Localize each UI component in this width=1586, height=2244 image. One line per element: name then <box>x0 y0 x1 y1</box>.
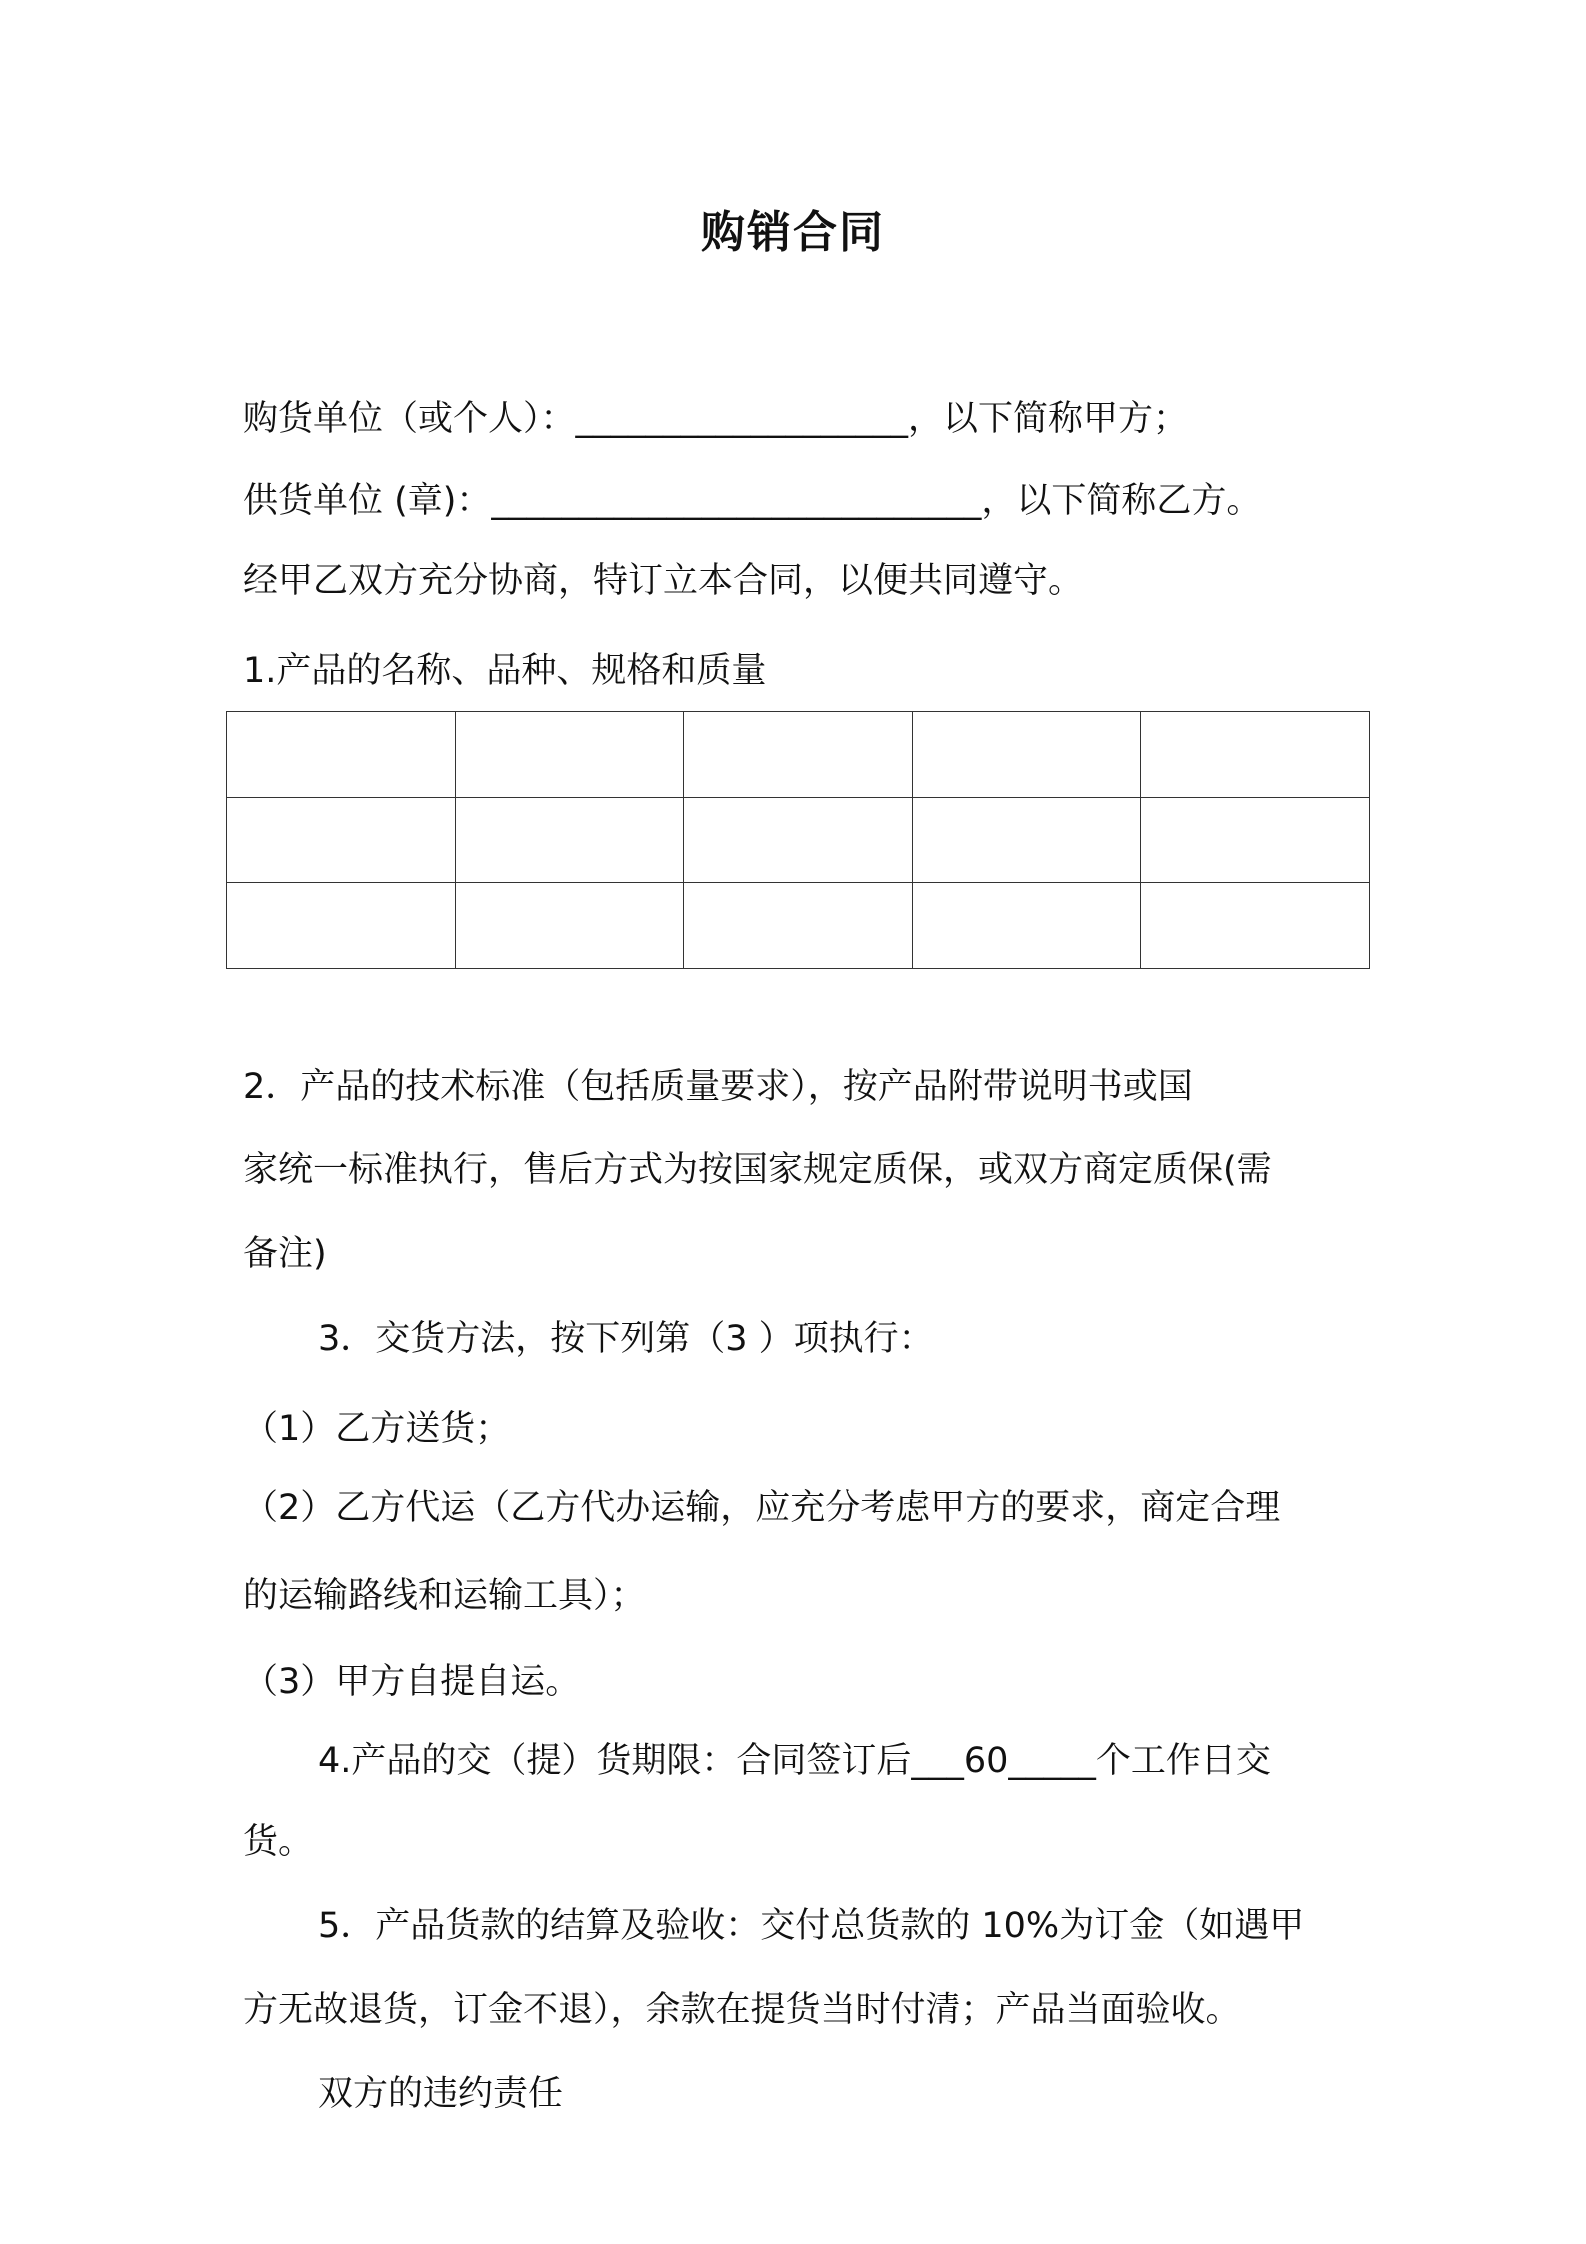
table-cell <box>912 797 1141 883</box>
table-cell <box>227 712 456 798</box>
table-cell <box>455 797 684 883</box>
section4-line-1: 4.产品的交（提）货期限：合同签订后___60_____个工作日交 <box>318 1741 1271 1781</box>
supplier-line: 供货单位 (章)：____________________________，以下简称乙方。 <box>243 481 1262 521</box>
section2-line-2: 家统一标准执行，售后方式为按国家规定质保，或双方商定质保(需 <box>243 1150 1272 1190</box>
table-cell <box>684 712 913 798</box>
agreement-line: 经甲乙双方充分协商，特订立本合同，以便共同遵守。 <box>243 561 1084 601</box>
table-row <box>227 797 1370 883</box>
section4-line-2: 货。 <box>243 1822 314 1862</box>
table-cell <box>1141 797 1370 883</box>
product-spec-table <box>226 711 1370 969</box>
section2-line-1: 2．产品的技术标准（包括质量要求），按产品附带说明书或国 <box>243 1067 1193 1107</box>
table-cell <box>684 797 913 883</box>
table-cell <box>1141 883 1370 969</box>
section3-heading: 3．交货方法，按下列第（3 ）项执行： <box>318 1319 934 1359</box>
document-title: 购销合同 <box>701 207 885 258</box>
section5-line-1: 5．产品货款的结算及验收：交付总货款的 10%为订金（如遇甲 <box>318 1906 1305 1946</box>
section3-option-1: （1）乙方送货； <box>243 1409 511 1449</box>
table-cell <box>912 712 1141 798</box>
section5-line-2: 方无故退货，订金不退），余款在提货当时付清；产品当面验收。 <box>243 1990 1241 2030</box>
table-cell <box>912 883 1141 969</box>
section2-line-3: 备注) <box>243 1234 327 1274</box>
section1-heading: 1.产品的名称、品种、规格和质量 <box>243 651 767 691</box>
section3-option-2-line-1: （2）乙方代运（乙方代办运输，应充分考虑甲方的要求，商定合理 <box>243 1488 1281 1528</box>
table-cell <box>227 883 456 969</box>
buyer-line: 购货单位（或个人）：___________________，以下简称甲方； <box>243 399 1189 439</box>
table-row <box>227 883 1370 969</box>
table-cell <box>1141 712 1370 798</box>
table-cell <box>455 712 684 798</box>
table-cell <box>684 883 913 969</box>
section3-option-3: （3）甲方自提自运。 <box>243 1662 581 1702</box>
section6-heading: 双方的违约责任 <box>318 2074 564 2114</box>
table-cell <box>455 883 684 969</box>
table-cell <box>227 797 456 883</box>
table-row <box>227 712 1370 798</box>
section3-option-2-line-2: 的运输路线和运输工具）； <box>243 1576 646 1616</box>
